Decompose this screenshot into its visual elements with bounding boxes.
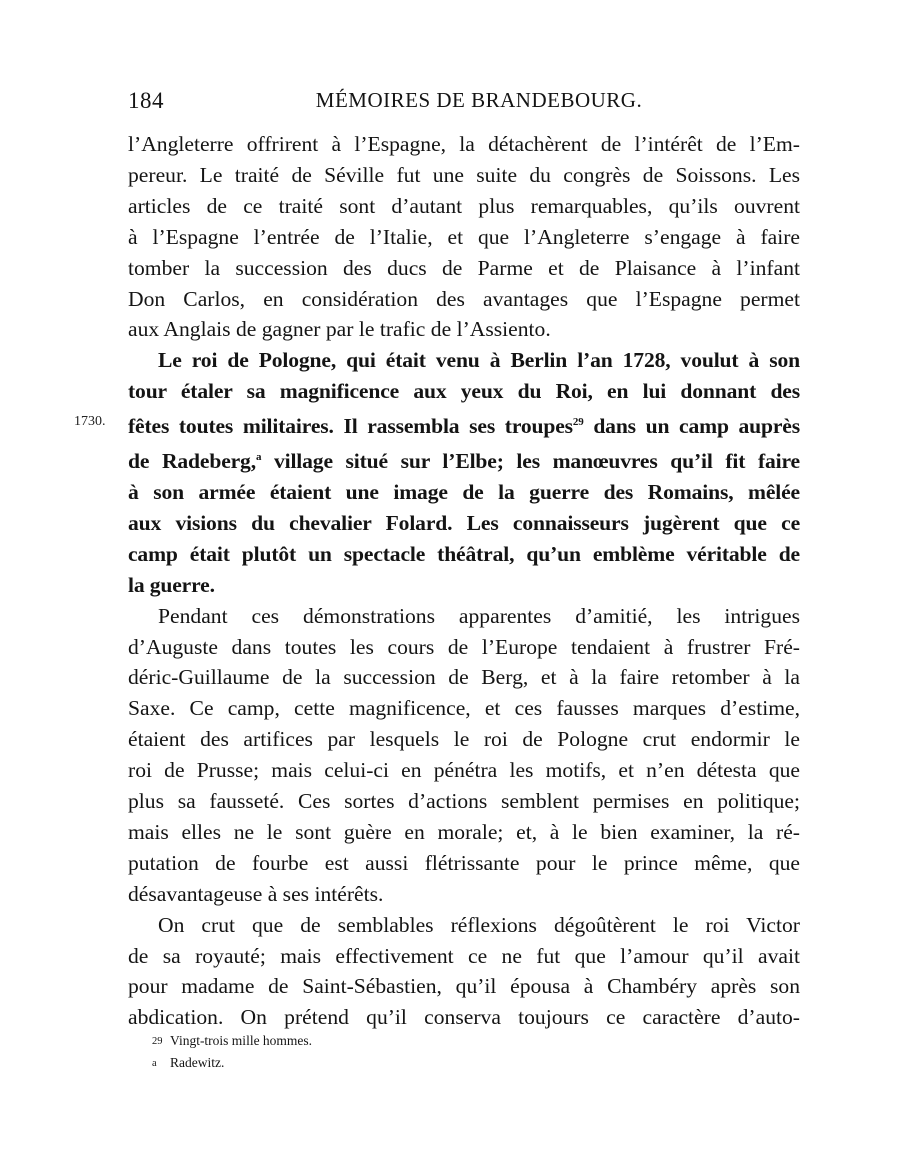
footnote-ref-a: a (255, 451, 262, 464)
text-line: articles de ce traité sont d’autant plus remarquables, qu’ils ouvrent (128, 193, 800, 218)
paragraph-3 (128, 601, 800, 910)
footnote-text: Radewitz. (170, 1055, 225, 1070)
text-line: d’Auguste dans toutes les cours de l’Europe tendaient à frustrer Fré- (128, 634, 800, 659)
text-line: étaient des artifices par lesquels le roi de Pologne crut endormir le (128, 727, 800, 752)
text-line: mais elles ne le sont guère en morale; et, à le bien examiner, la ré- (128, 819, 800, 844)
text-line: pour madame de Saint-Sébastien, qu’il épousa à Chambéry après son (128, 974, 800, 999)
text-line-with-note (128, 442, 800, 477)
footnote-a (152, 1052, 312, 1074)
text-line: la guerre. (128, 572, 215, 597)
footnote-mark: 29 (152, 1036, 163, 1047)
text-line: désavantageuse à ses intérêts. (128, 881, 384, 906)
text-line: aux visions du chevalier Folard. Les connaisseurs jugèrent que ce (128, 510, 800, 535)
text-line: tomber la succession des ducs de Parme et de Plaisance à l’infant (128, 255, 800, 280)
margin-date-note: 1730. (74, 414, 106, 429)
body-text (128, 129, 800, 1033)
text-line: déric-Guillaume de la succession de Berg, et à la faire retomber à la (128, 665, 800, 690)
page-header (128, 86, 800, 120)
text-line: roi de Prusse; mais celui-ci en pénétra les motifs, et n’en détesta que (128, 758, 800, 783)
text-line: de sa royauté; mais effectivement ce ne fut que l’amour qu’il avait (128, 943, 800, 968)
text-line: l’Angleterre offrirent à l’Espagne, la détachèrent de l’intérêt de l’Em- (128, 132, 800, 156)
text-line: aux Anglais de gagner par le trafic de l’Assiento. (128, 317, 551, 342)
text-line: pereur. Le traité de Séville fut une suite du congrès de Soissons. Les (128, 162, 800, 187)
page-number: 184 (128, 88, 164, 113)
text-line: plus sa fausseté. Ces sortes d’actions semblent permises en politique; (128, 789, 800, 814)
footnote-mark: a (152, 1058, 157, 1069)
text-line: putation de fourbe est aussi flétrissante pour le prince même, que (128, 850, 800, 875)
text-line: Pendant ces démonstrations apparentes d’amitié, les intrigues (158, 603, 800, 628)
text-fragment: village situé sur l’Elbe; les manœuvres qu’il fit faire (261, 449, 800, 474)
paragraph-1 (128, 129, 800, 345)
text-fragment: fêtes toutes militaires. Il rassembla ses troupes (128, 414, 573, 439)
footnote-29 (152, 1030, 312, 1052)
footnote-text: Vingt-trois mille hommes. (170, 1033, 313, 1048)
text-line: abdication. On prétend qu’il conserva toujours ce caractère d’auto- (128, 1005, 800, 1030)
paragraph-2 (128, 345, 800, 600)
footnotes (152, 1030, 312, 1074)
text-line: tour étaler sa magnificence aux yeux du Roi, en lui donnant des (128, 379, 800, 404)
text-line: Saxe. Ce camp, cette magnificence, et ces fausses marques d’estime, (128, 696, 800, 721)
paragraph-4 (128, 910, 800, 1034)
text-line: Le roi de Pologne, qui était venu à Berlin l’an 1728, voulut à son (158, 348, 800, 373)
text-line: camp était plutôt un spectacle théâtral, qu’un emblème véritable de (128, 541, 800, 566)
footnote-ref-29: 29 (572, 416, 584, 429)
text-line: On crut que de semblables réflexions dégoûtèrent le roi Victor (158, 912, 800, 937)
text-line: Don Carlos, en considération des avantages que l’Espagne permet (128, 286, 800, 311)
text-line: à son armée étaient une image de la guerre des Romains, mêlée (128, 479, 800, 504)
text-fragment: de Radeberg, (128, 449, 256, 474)
running-title: MÉMOIRES DE BRANDEBOURG. (315, 88, 643, 112)
text-fragment: dans un camp auprès (583, 414, 800, 439)
text-line: à l’Espagne l’entrée de l’Italie, et que l’Angleterre s’engage à faire (128, 224, 800, 249)
text-line-with-note (128, 407, 800, 442)
